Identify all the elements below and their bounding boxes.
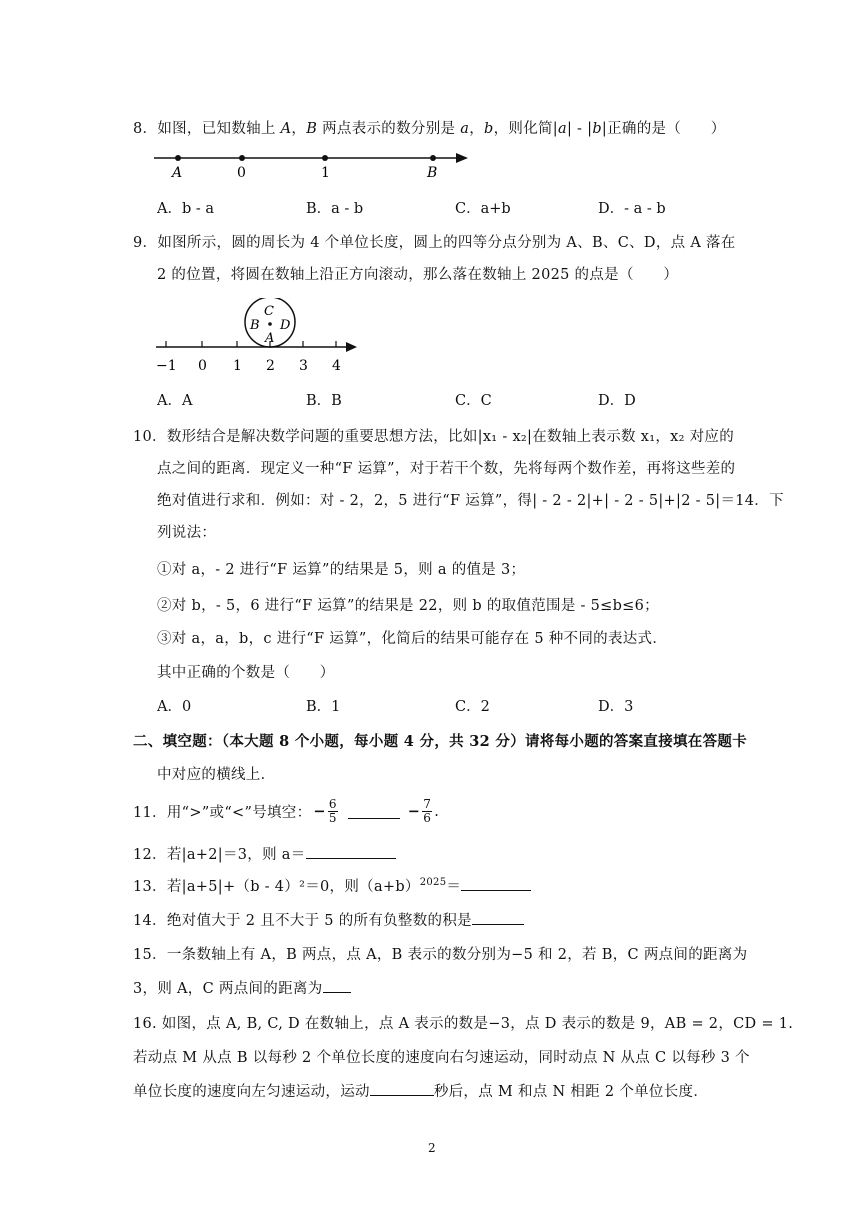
- q8-option-a[interactable]: A．b - a: [157, 201, 215, 217]
- q10-statement-3: ③对 a，a，b，c 进行“F 运算”，化简后的结果可能存在 5 种不同的表达式．: [157, 631, 668, 647]
- q11-fraction-2-den: 6: [423, 811, 432, 825]
- q8-axis-label-1: 1: [321, 165, 330, 181]
- q10-option-b[interactable]: B．1: [306, 699, 341, 715]
- q9-tick-0: 0: [198, 358, 207, 374]
- q15-line2: [133, 977, 351, 998]
- q12-answer-blank[interactable]: [306, 844, 396, 859]
- q9-tick-2: 2: [266, 358, 275, 374]
- q8-text: | - |: [566, 121, 593, 137]
- q16-text: 秒后，点 M 和点 N 相距 2 个单位长度．: [433, 1084, 709, 1100]
- q8-axis-label-b: B: [427, 165, 438, 181]
- q8-option-d[interactable]: D．- a - b: [598, 201, 666, 217]
- q9-option-d[interactable]: D．D: [598, 393, 636, 409]
- q8-option-c[interactable]: C．a+b: [455, 201, 511, 217]
- q10-statement-2: ②对 b，- 5，6 进行“F 运算”的结果是 22，则 b 的取值范围是 - 5≤b≤6；: [157, 598, 659, 614]
- q8-axis-label-a: A: [172, 165, 183, 181]
- q8-text: b: [484, 121, 494, 137]
- q13-text: 13．若|a+5|+（b - 4）²＝0，则（a+b）: [133, 879, 420, 895]
- q8-text: b: [592, 121, 602, 137]
- q14-text: 14．绝对值大于 2 且不大于 5 的所有负整数的积是: [133, 913, 472, 929]
- q9-circle-label-d: D: [280, 318, 291, 333]
- q12-text: 12．若|a+2|＝3，则 a＝: [133, 847, 306, 863]
- q9-rolling-circle-figure: [150, 298, 370, 378]
- q10-ask: 其中正确的个数是（ ）: [157, 665, 335, 681]
- q11-answer-blank[interactable]: [348, 804, 400, 819]
- q11-suffix: .: [434, 803, 440, 820]
- q8-stem: [133, 117, 726, 138]
- q8-text: a: [460, 121, 470, 137]
- q11-sign-1: −: [313, 803, 326, 820]
- q11-fraction-1-num: 6: [328, 797, 337, 811]
- q9-tick-3: 3: [299, 358, 308, 374]
- q8-text: A: [280, 121, 292, 137]
- q11-fraction-1-den: 5: [328, 811, 337, 825]
- q9-option-b[interactable]: B．B: [306, 393, 342, 409]
- q8-text: ，则化简|: [493, 121, 558, 137]
- q11-fraction-2: [422, 798, 432, 825]
- q10-option-c[interactable]: C．2: [455, 699, 490, 715]
- q16-line2: 若动点 M 从点 B 以每秒 2 个单位长度的速度向右匀速运动，同时动点 N 从点 C 以每秒 3 个: [133, 1050, 750, 1066]
- q13-equals: ＝: [446, 879, 462, 895]
- q9-line1: 9．如图所示，圆的周长为 4 个单位长度，圆上的四等分点分别为 A、B、C、D，点 A 落在: [133, 235, 736, 251]
- q9-circle-label-c: C: [264, 304, 274, 319]
- q10-option-a[interactable]: A．0: [157, 699, 192, 715]
- q10-line4: 列说法：: [157, 525, 217, 541]
- q11-fraction-1: [328, 798, 338, 825]
- q8-text: ，: [469, 121, 484, 137]
- q9-tick-4: 4: [332, 358, 341, 374]
- q11-sign-2: −: [407, 803, 421, 820]
- q8-text: a: [557, 121, 567, 137]
- q8-number-line: [150, 145, 480, 185]
- q8-text: 8．如图，已知数轴上: [133, 121, 281, 137]
- q8-text: B: [306, 121, 318, 137]
- q16-text: 单位长度的速度向左匀速运动，运动: [133, 1084, 370, 1100]
- q10-line3: 绝对值进行求和．例如：对 - 2，2，5 进行“F 运算”，得| - 2 - 2|+| - 2 - 5|+|2 - 5|＝14．下: [157, 493, 784, 509]
- q9-option-c[interactable]: C．C: [455, 393, 492, 409]
- q10-line1: 10．数形结合是解决数学问题的重要思想方法，比如|x₁ - x₂|在数轴上表示数 x₁，x₂ 对应的: [133, 429, 735, 445]
- q12: [133, 843, 396, 864]
- q11-fraction-2-num: 7: [423, 797, 432, 811]
- section2-heading: 二、填空题：（本大题 8 个小题，每小题 4 分，共 32 分）请将每小题的答案直接填在答题卡: [133, 733, 747, 750]
- q10-statement-1: ①对 a，- 2 进行“F 运算”的结果是 5，则 a 的值是 3；: [157, 562, 526, 578]
- section2-heading-cont: 中对应的横线上．: [157, 767, 276, 783]
- q14: [133, 909, 524, 930]
- q11: [133, 798, 439, 825]
- q15-line1: 15．一条数轴上有 A，B 两点，点 A，B 表示的数分别为−5 和 2，若 B，C 两点间的距离为: [133, 947, 748, 963]
- q13: [133, 875, 531, 896]
- q8-text: 两点表示的数分别是: [317, 121, 461, 137]
- q16-line1: 16. 如图，点 A, B, C, D 在数轴上，点 A 表示的数是−3，点 D 表示的数是 9，AB = 2，CD = 1.: [133, 1016, 794, 1032]
- q10-option-d[interactable]: D．3: [598, 699, 634, 715]
- q9-line2: 2 的位置，将圆在数轴上沿正方向滚动，那么落在数轴上 2025 的点是（ ）: [157, 267, 679, 283]
- q9-option-a[interactable]: A．A: [157, 393, 193, 409]
- q9-tick-minus1: −1: [156, 358, 177, 374]
- q13-exponent: 2025: [419, 877, 447, 889]
- q15-text: 3，则 A，C 两点间的距离为: [133, 981, 323, 997]
- q11-prefix: 11．用“>”或“<”号填空：: [133, 805, 312, 821]
- q9-circle-label-b: B: [250, 318, 260, 333]
- q9-tick-1: 1: [233, 358, 242, 374]
- q8-axis-label-0: 0: [237, 165, 246, 181]
- q14-answer-blank[interactable]: [472, 910, 524, 925]
- q16-line3: [133, 1080, 708, 1101]
- q13-answer-blank[interactable]: [461, 876, 531, 891]
- q16-answer-blank[interactable]: [370, 1081, 434, 1096]
- q8-text: |正确的是（ ）: [601, 121, 726, 137]
- q15-answer-blank[interactable]: [323, 978, 351, 993]
- page-number: 2: [428, 1141, 436, 1155]
- q8-text: ，: [291, 121, 307, 137]
- q9-circle-label-a: A: [265, 331, 275, 346]
- q10-line2: 点之间的距离．现定义一种“F 运算”，对于若干个数，先将每两个数作差，再将这些差的: [157, 461, 736, 477]
- q8-option-b[interactable]: B．a - b: [306, 201, 364, 217]
